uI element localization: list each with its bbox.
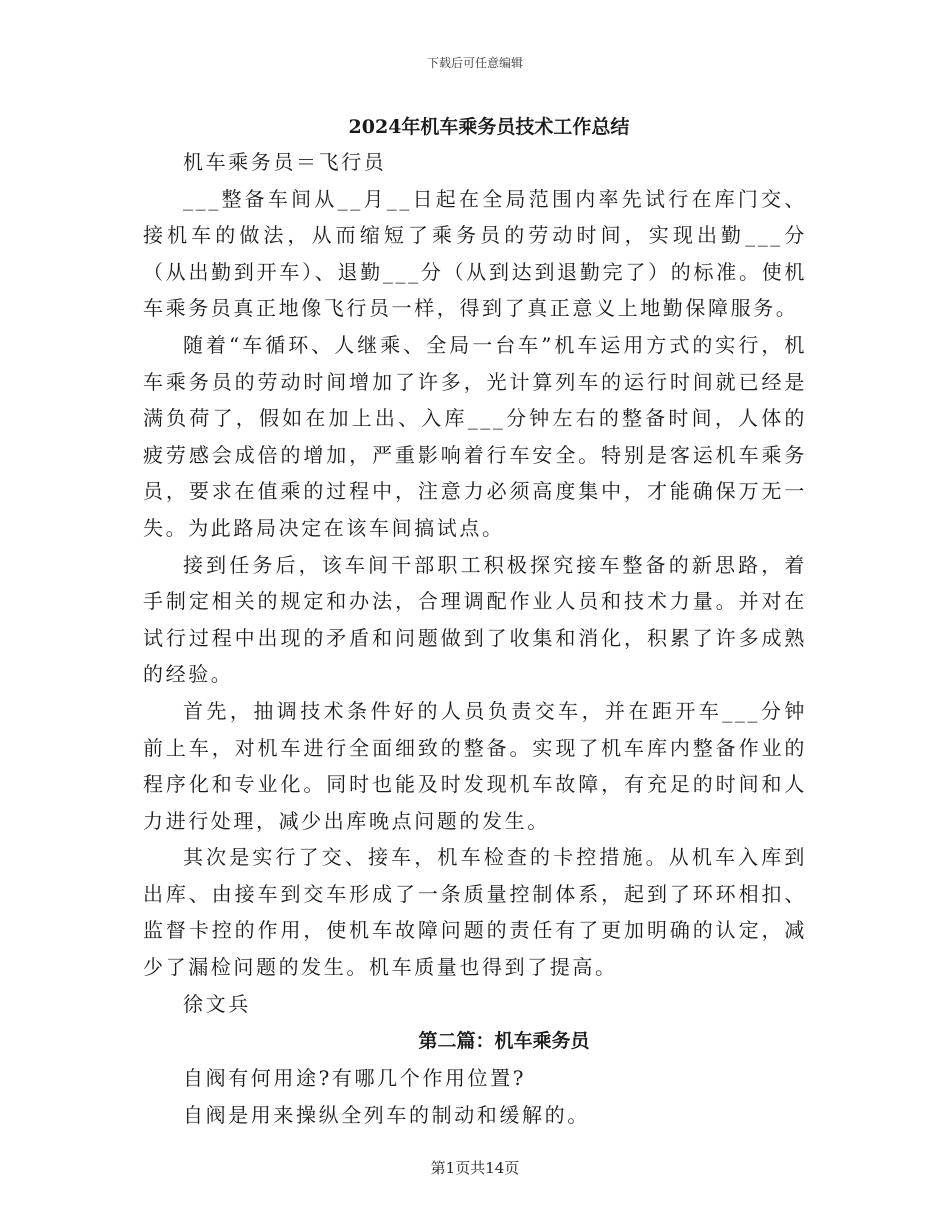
section-title: 第二篇：机车乘务员 <box>418 1030 590 1053</box>
paragraph-2: 随着“车循环、人继乘、全局一台车”机车运用方式的实行，机车乘务员的劳动时间增加了许多，光计算列车的运行时间就已经是满负荷了，假如在加上出、入库___分钟左右的整备时间，人体的疲劳感会成倍的增加，严重影响着行车安全。特别是客运机车乘务员，要求在值乘的过程中，注意力必须高度集中，才能确保万无一失。为此路局决定在该车间搞试点。 <box>143 332 807 540</box>
paragraph-5: 其次是实行了交、接车，机车检查的卡控措施。从机车入库到出库、由接车到交车形成了一条质量控制体系，起到了环环相扣、监督卡控的作用，使机车故障问题的责任有了更加明确的认定，减少了漏检问题的发生。机车质量也得到了提高。 <box>143 845 807 980</box>
page-footer: 第1页共14页 <box>430 1159 520 1177</box>
page-header-note: 下载后可任意编辑 <box>426 56 523 70</box>
author-name: 徐文兵 <box>183 991 251 1016</box>
paragraph-3: 接到任务后，该车间干部职工积极探究接车整备的新思路，着手制定相关的规定和办法，合理调配作业人员和技术力量。并对在试行过程中出现的矛盾和问题做到了收集和消化，积累了许多成熟的经验。 <box>143 552 807 687</box>
paragraph-1: ___整备车间从__月__日起在全局范围内率先试行在库门交、接机车的做法，从而缩短了乘务员的劳动时间，实现出勤___分（从出勤到开车）、退勤___分（从到达到退勤完了）的标准。使机车乘务员真正地像飞行员一样，得到了真正意义上地勤保障服务。 <box>143 186 807 321</box>
section-paragraph-1: 自阀有何用途?有哪几个作用位置? <box>183 1066 527 1091</box>
paragraph-4: 首先，抽调技术条件好的人员负责交车，并在距开车___分钟前上车，对机车进行全面细致的整备。实现了机车库内整备作业的程序化和专业化。同时也能及时发现机车故障，有充足的时间和人力进行处理，减少出库晚点问题的发生。 <box>143 698 807 833</box>
document-body <box>143 110 807 1133</box>
paragraph-subtitle: 机车乘务员＝飞行员 <box>183 150 387 174</box>
document-title: 2024年机车乘务员技术工作总结 <box>348 116 630 138</box>
section-paragraph-2: 自阀是用来操纵全列车的制动和缓解的。 <box>183 1102 590 1127</box>
